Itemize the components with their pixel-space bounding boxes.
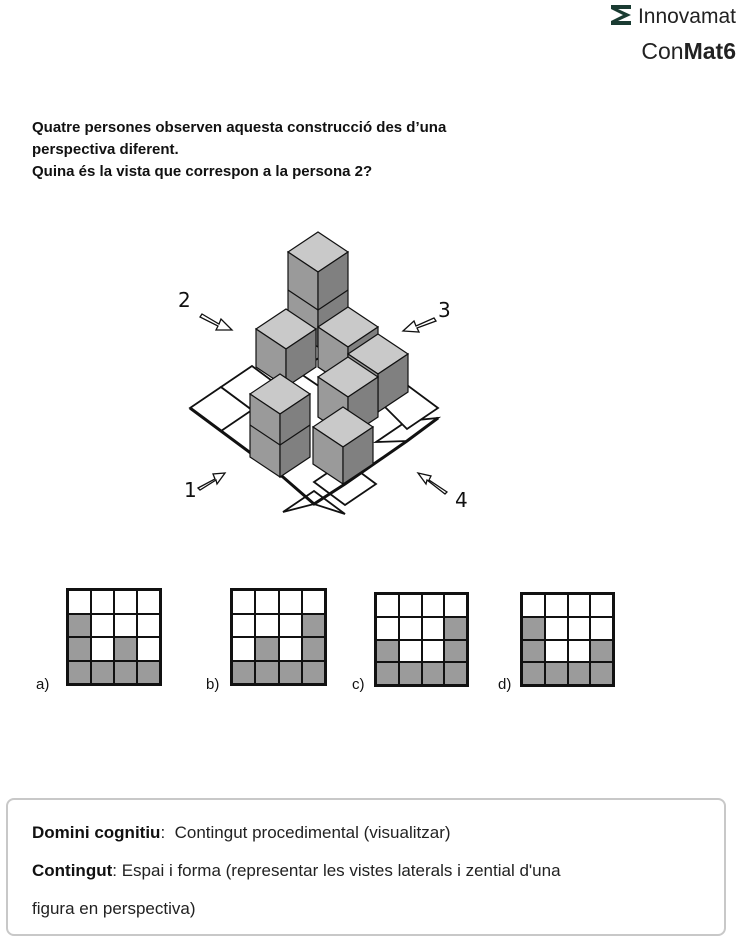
- grid-cell: [568, 662, 591, 685]
- grid-cell: [522, 594, 545, 617]
- grid-cell: [255, 590, 278, 614]
- grid-cell: [137, 637, 160, 661]
- cube-construction-figure: [168, 222, 468, 522]
- grid-cell: [232, 590, 255, 614]
- grid-cell: [590, 662, 613, 685]
- grid-cell: [302, 637, 325, 661]
- grid-cell: [399, 617, 422, 640]
- grid-cell: [68, 661, 91, 685]
- grid-cell: [232, 614, 255, 638]
- cubes: [250, 232, 408, 484]
- grid-cell: [68, 637, 91, 661]
- grid-cell: [302, 614, 325, 638]
- info-box: [6, 798, 726, 936]
- grid-cell: [399, 640, 422, 663]
- grid-cell: [444, 662, 467, 685]
- content-line: Contingut: Espai i forma (representar les vistes laterals i zential d'una: [32, 861, 561, 880]
- option-label: a): [36, 676, 50, 693]
- grid-cell: [568, 640, 591, 663]
- grid-cell: [255, 661, 278, 685]
- brand-subtitle: ConMat6: [641, 38, 736, 64]
- option-grid: [66, 588, 162, 686]
- grid-cell: [568, 617, 591, 640]
- option-grid: [230, 588, 327, 686]
- grid-cell: [114, 590, 137, 614]
- grid-cell: [422, 594, 445, 617]
- grid-cell: [422, 617, 445, 640]
- arrow-2-icon: [200, 314, 232, 330]
- grid-cell: [137, 614, 160, 638]
- label-4: 4: [455, 488, 468, 512]
- grid-cell: [399, 594, 422, 617]
- grid-cell: [522, 617, 545, 640]
- grid-cell: [279, 590, 302, 614]
- grid-cell: [91, 661, 114, 685]
- grid-cell: [545, 617, 568, 640]
- grid-cell: [422, 662, 445, 685]
- grid-cell: [590, 594, 613, 617]
- arrow-1-icon: [198, 473, 225, 490]
- grid-cell: [422, 640, 445, 663]
- grid-cell: [114, 637, 137, 661]
- grid-cell: [91, 637, 114, 661]
- grid-cell: [545, 662, 568, 685]
- grid-cell: [255, 614, 278, 638]
- grid-cell: [255, 637, 278, 661]
- grid-cell: [399, 662, 422, 685]
- content-line-2: figura en perspectiva): [32, 899, 196, 918]
- grid-cell: [376, 662, 399, 685]
- domain-line: Domini cognitiu: Contingut procedimental (visualitzar): [32, 823, 451, 842]
- grid-cell: [522, 662, 545, 685]
- grid-cell: [137, 661, 160, 685]
- innovamat-logo-icon: [610, 3, 632, 32]
- grid-cell: [68, 590, 91, 614]
- option-grid: [374, 592, 469, 687]
- grid-cell: [302, 590, 325, 614]
- label-1: 1: [184, 478, 197, 502]
- grid-cell: [522, 640, 545, 663]
- grid-cell: [279, 661, 302, 685]
- grid-cell: [444, 617, 467, 640]
- arrow-4-icon: [418, 473, 447, 494]
- grid-cell: [114, 661, 137, 685]
- grid-cell: [302, 661, 325, 685]
- label-2: 2: [178, 288, 191, 312]
- arrow-3-icon: [403, 318, 436, 332]
- option-grid: [520, 592, 615, 687]
- grid-cell: [590, 640, 613, 663]
- grid-cell: [376, 617, 399, 640]
- grid-cell: [91, 590, 114, 614]
- grid-cell: [68, 614, 91, 638]
- grid-cell: [91, 614, 114, 638]
- grid-cell: [444, 594, 467, 617]
- label-3: 3: [438, 298, 451, 322]
- grid-cell: [232, 637, 255, 661]
- grid-cell: [376, 640, 399, 663]
- grid-cell: [279, 614, 302, 638]
- option-label: b): [206, 676, 220, 693]
- grid-cell: [232, 661, 255, 685]
- grid-cell: [114, 614, 137, 638]
- grid-cell: [545, 594, 568, 617]
- grid-cell: [590, 617, 613, 640]
- grid-cell: [568, 594, 591, 617]
- option-label: d): [498, 676, 512, 693]
- option-label: c): [352, 676, 365, 693]
- question-text: Quatre persones observen aquesta construcció des d’una perspectiva diferent. Quina és la vista que correspon a la persona 2?: [32, 119, 447, 180]
- brand: [610, 2, 736, 65]
- grid-cell: [376, 594, 399, 617]
- grid-cell: [545, 640, 568, 663]
- grid-cell: [279, 637, 302, 661]
- brand-name: Innovamat: [637, 5, 736, 28]
- grid-cell: [137, 590, 160, 614]
- grid-cell: [444, 640, 467, 663]
